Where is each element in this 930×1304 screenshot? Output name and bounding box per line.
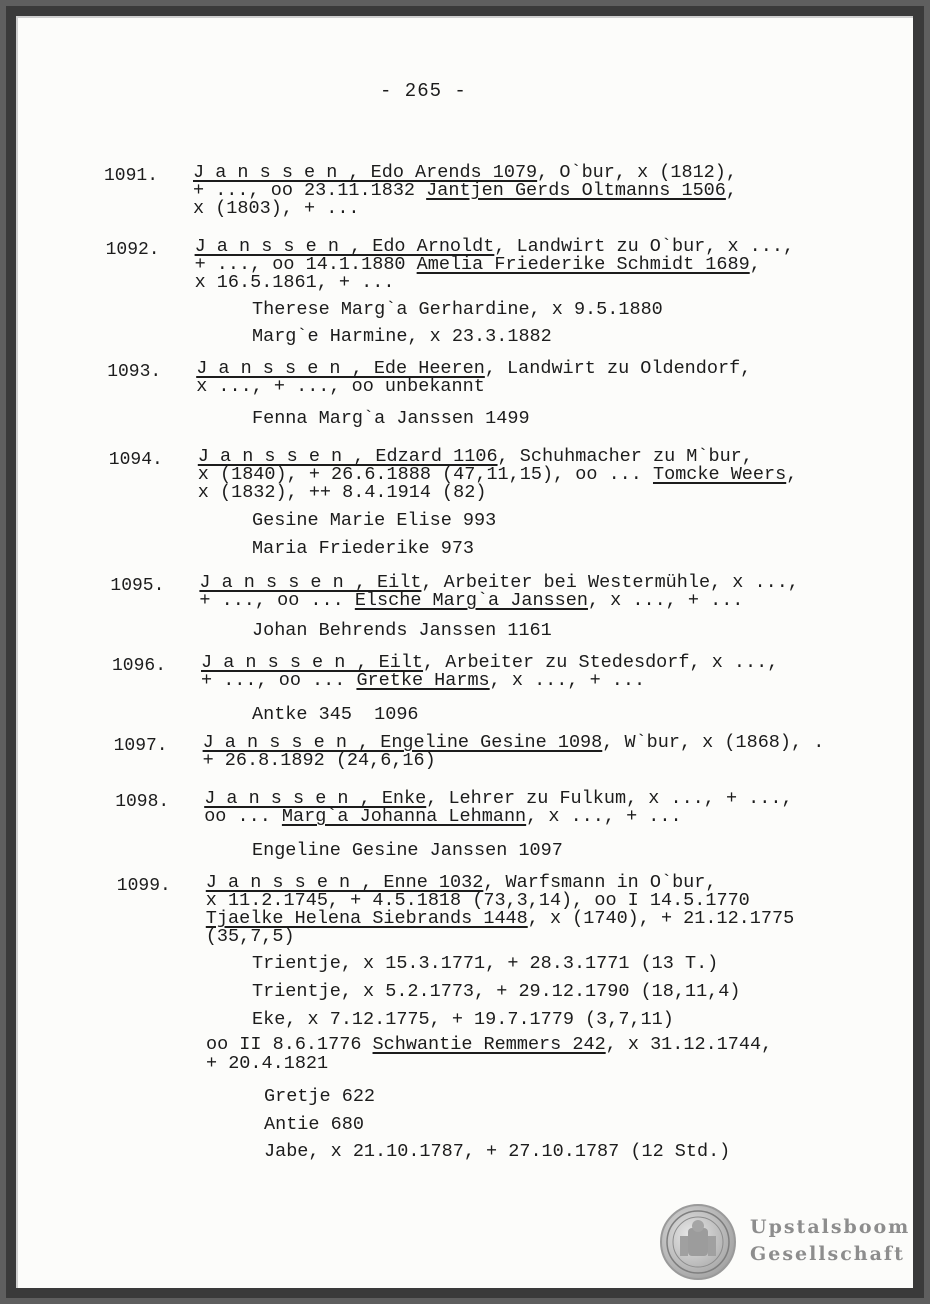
entry-text: + ..., oo ... [201,670,357,691]
underlined-name: J a n s s e n , Ede Heeren [196,358,485,379]
entry-body [201,654,901,690]
underlined-name: Marg`a Johanna Lehmann [281,806,527,827]
child-entry: Marg`e Harmine, x 23.3.1882 [252,326,552,347]
society-name-line2: Gesellschaft [750,1243,905,1265]
underlined-name: Elsche Marg`a Janssen [354,590,588,611]
entry-text: + ..., oo 23.11.1832 [193,180,427,201]
entry-number: 1098. [115,792,170,812]
entry-body [199,574,899,610]
underlined-name: Jantjen Gerds Oltmanns 1506 [426,180,726,201]
underlined-name: J a n s s e n , Eilt [199,572,422,593]
second-marriage [206,1036,772,1074]
entry-text: , Lehrer zu Fulkum, x ..., + ..., [426,788,793,809]
entry-body [193,164,893,218]
entry-body [196,360,896,396]
entry-text: , x ..., + ... [489,670,646,691]
underlined-name: Gretke Harms [356,670,490,691]
entry-text: + ..., oo 14.1.1880 [194,254,417,275]
entry-body [206,874,906,946]
child-entry: Antke 345 1096 [252,704,419,725]
society-seal-icon [660,1204,736,1280]
entry-text: x (1840), + 26.6.1888 (47,11,15), oo ... [197,464,653,485]
underlined-name: J a n s s e n , Edo Arnoldt [194,236,495,257]
child-entry: Maria Friederike 973 [252,538,475,559]
document-page [16,16,913,1288]
entry-line [206,928,906,946]
entry-body [198,448,898,502]
entry-text: , x ..., + ... [587,590,744,611]
entry-text: , x (1740), + 21.12.1775 [527,908,795,929]
entry-text: , Arbeiter bei Westermühle, x ..., [421,572,799,593]
underlined-name: J a n s s e n , Engeline Gesine 1098 [202,732,603,753]
child-entry: Therese Marg`a Gerhardine, x 9.5.1880 [252,299,663,320]
underlined-name: J a n s s e n , Edo Arends 1079 [193,162,538,183]
entry-text: oo ... [204,806,282,827]
entry-text: x 16.5.1861, + ... [194,272,395,293]
entry-body [204,790,904,826]
entry-number: 1099. [116,876,171,896]
child-entry: Fenna Marg`a Janssen 1499 [252,408,530,429]
child-entry: Antie 680 [264,1114,364,1135]
entry-text: + ..., oo ... [199,590,355,611]
page-number: - 265 - [380,80,467,102]
child-entry: Gesine Marie Elise 993 [252,510,497,531]
entry-text: , Landwirt zu Oldendorf, [484,358,752,379]
entry-text: oo II 8.6.1776 [206,1034,373,1055]
entry-line [204,808,904,826]
entry-text: + 20.4.1821 [206,1053,329,1074]
entry-line [206,910,906,928]
underlined-name: J a n s s e n , Eilt [201,652,424,673]
child-entry: Trientje, x 5.2.1773, + 29.12.1790 (18,11,4) [252,981,741,1002]
entry-text: , [786,464,798,485]
underlined-name: Tomcke Weers [652,464,787,485]
underlined-name: J a n s s e n , Edzard 1106 [197,446,498,467]
entry-text: + 26.8.1892 (24,6,16) [202,750,436,771]
entry-body [195,238,895,292]
underlined-name: J a n s s e n , Enne 1032 [205,872,484,893]
entry-text: x (1832), ++ 8.4.1914 (82) [197,482,487,503]
entry-number: 1092. [105,240,160,260]
underlined-name: J a n s s e n , Enke [204,788,427,809]
entry-text: , O`bur, x (1812), [537,162,737,183]
entry-line [193,200,893,218]
entry-line [203,752,903,770]
entry-number: 1091. [104,166,159,186]
entry-number: 1095. [110,576,165,596]
entry-text: , Arbeiter zu Stedesdorf, x ..., [423,652,779,673]
child-entry: Trientje, x 15.3.1771, + 28.3.1771 (13 T.) [252,953,719,974]
society-name [750,1214,910,1268]
entry-number: 1094. [108,450,163,470]
entry-text: , Warfsmann in O`bur, [483,872,717,893]
entry-text: (35,7,5) [205,926,295,947]
child-entry: Johan Behrends Janssen 1161 [252,620,552,641]
entry-text: , W`bur, x (1868), . [602,732,825,753]
child-entry: Gretje 622 [264,1086,376,1107]
entry-line [196,378,896,396]
entry-text: x ..., + ..., oo unbekannt [196,376,485,397]
entry-text: , [725,180,737,201]
child-entry: Jabe, x 21.10.1787, + 27.10.1787 (12 Std.) [264,1141,731,1162]
entry-text: x (1803), + ... [193,198,360,219]
entry-number: 1096. [112,656,167,676]
entry-line [201,672,901,690]
society-name-line1: Upstalsboom [750,1216,911,1238]
underlined-name: Amelia Friederike Schmidt 1689 [416,254,750,275]
underlined-name: Tjaelke Helena Siebrands 1448 [205,908,528,929]
entry-body [203,734,903,770]
entry-line [199,592,899,610]
entry-text: , [749,254,761,275]
entry-text: , x ..., + ... [526,806,682,827]
entry-line [195,274,895,292]
entry-line [198,484,898,502]
child-entry: Engeline Gesine Janssen 1097 [252,840,563,861]
entry-text: , Schuhmacher zu M`bur, [497,446,753,467]
entry-line [206,1055,772,1074]
entry-text: , x 31.12.1744, [605,1034,773,1055]
entry-number: 1093. [107,362,162,382]
child-entry: Eke, x 7.12.1775, + 19.7.1779 (3,7,11) [252,1009,674,1030]
entry-text: x 11.2.1745, + 4.5.1818 (73,3,14), oo I 14.5.1770 [205,890,750,911]
entry-number: 1097. [113,736,168,756]
underlined-name: Schwantie Remmers 242 [372,1034,606,1055]
entry-text: , Landwirt zu O`bur, x ..., [494,236,795,257]
